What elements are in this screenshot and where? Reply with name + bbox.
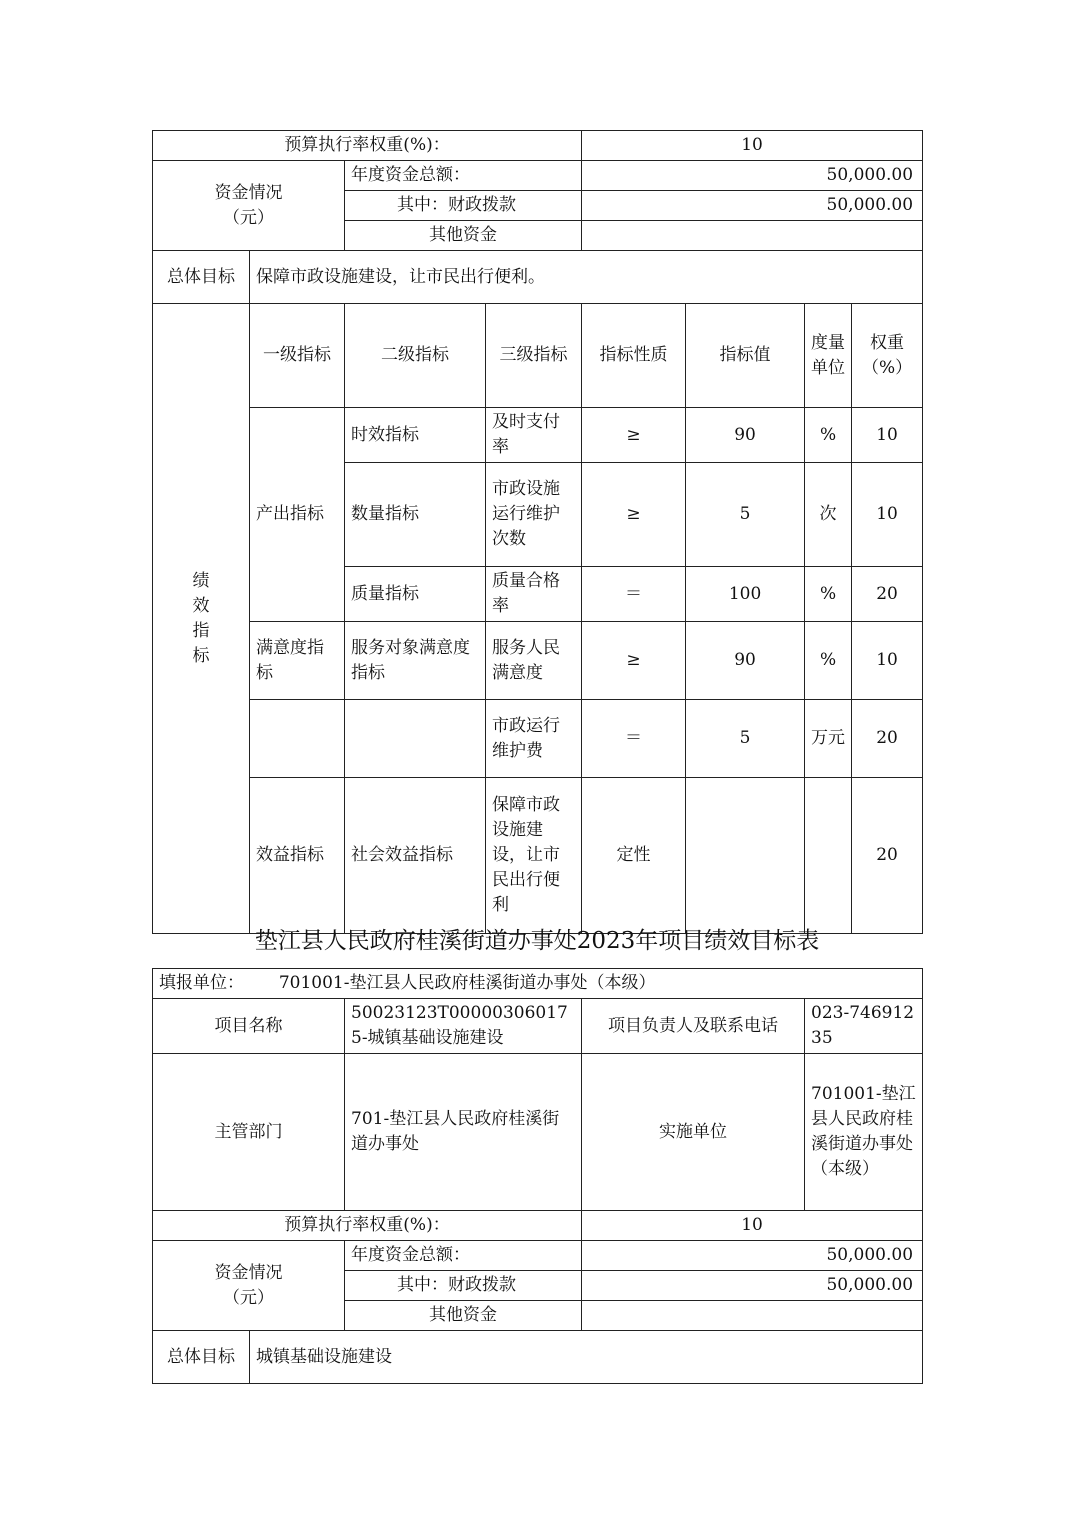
nature-cell: ≥ (582, 408, 686, 463)
level2-cell: 服务对象满意度指标 (345, 622, 486, 700)
nature-cell: ≥ (582, 463, 686, 567)
header-level1: 一级指标 (250, 304, 345, 408)
budget-weight-value: 10 (582, 1211, 923, 1241)
header-weight: 权重（%） (852, 304, 923, 408)
unit-cell: % (805, 622, 852, 700)
level2-cell (345, 700, 486, 778)
weight-cell: 10 (852, 408, 923, 463)
nature-cell: ＝ (582, 567, 686, 622)
contact-label: 项目负责人及联系电话 (582, 999, 805, 1054)
header-level3: 三级指标 (486, 304, 582, 408)
value-cell: 90 (686, 408, 805, 463)
header-unit: 度量单位 (805, 304, 852, 408)
performance-indicators-label: 绩效指标 (153, 304, 250, 934)
contact-value: 023-74691235 (805, 999, 923, 1054)
header-value: 指标值 (686, 304, 805, 408)
weight-cell: 10 (852, 463, 923, 567)
weight-cell: 20 (852, 778, 923, 934)
nature-cell: 定性 (582, 778, 686, 934)
dept-label: 主管部门 (153, 1054, 345, 1211)
weight-cell: 10 (852, 622, 923, 700)
level3-cell: 保障市政设施建设，让市民出行便利 (486, 778, 582, 934)
overall-goal-text: 保障市政设施建设，让市民出行便利。 (250, 251, 923, 304)
dept-value: 701-垫江县人民政府桂溪街道办事处 (345, 1054, 582, 1211)
budget-weight-label: 预算执行率权重(%)： (153, 131, 582, 161)
level1-output: 产出指标 (250, 408, 345, 622)
reporting-unit-value: 701001-垫江县人民政府桂溪街道办事处（本级） (278, 973, 656, 993)
value-cell (686, 778, 805, 934)
level3-cell: 市政设施运行维护次数 (486, 463, 582, 567)
level2-cell: 质量指标 (345, 567, 486, 622)
level2-cell: 社会效益指标 (345, 778, 486, 934)
fiscal-value: 50,000.00 (582, 1271, 923, 1301)
budget-weight-value: 10 (582, 131, 923, 161)
fiscal-label: 其中：财政拨款 (345, 1271, 582, 1301)
value-cell: 90 (686, 622, 805, 700)
level1-benefit: 效益指标 (250, 778, 345, 934)
fiscal-value: 50,000.00 (582, 191, 923, 221)
annual-total-value: 50,000.00 (582, 161, 923, 191)
impl-unit-value: 701001-垫江县人民政府桂溪街道办事处（本级） (805, 1054, 923, 1211)
nature-cell: ＝ (582, 700, 686, 778)
level3-cell: 服务人民满意度 (486, 622, 582, 700)
budget-weight-label: 预算执行率权重(%)： (153, 1211, 582, 1241)
overall-goal-label: 总体目标 (153, 251, 250, 304)
level3-cell: 市政运行维护费 (486, 700, 582, 778)
annual-total-label: 年度资金总额： (345, 1241, 582, 1271)
value-cell: 5 (686, 463, 805, 567)
unit-cell (805, 778, 852, 934)
fiscal-label: 其中：财政拨款 (345, 191, 582, 221)
unit-cell: 次 (805, 463, 852, 567)
weight-cell: 20 (852, 567, 923, 622)
other-funds-value (582, 221, 923, 251)
value-cell: 100 (686, 567, 805, 622)
value-cell: 5 (686, 700, 805, 778)
page-title: 垫江县人民政府桂溪街道办事处2023年项目绩效目标表 (254, 928, 820, 954)
level1-satisfaction: 满意度指标 (250, 622, 345, 700)
level2-cell: 数量指标 (345, 463, 486, 567)
unit-cell: % (805, 567, 852, 622)
performance-table-top (152, 130, 923, 934)
annual-total-value: 50,000.00 (582, 1241, 923, 1271)
performance-table-bottom (152, 968, 923, 1384)
project-name-label: 项目名称 (153, 999, 345, 1054)
level2-cell: 时效指标 (345, 408, 486, 463)
funds-label: 资金情况 （元） (153, 1241, 345, 1331)
project-name-value: 50023123T000003060175-城镇基础设施建设 (345, 999, 582, 1054)
level3-cell: 质量合格率 (486, 567, 582, 622)
header-nature: 指标性质 (582, 304, 686, 408)
overall-goal-text: 城镇基础设施建设 (250, 1331, 923, 1384)
other-funds-value (582, 1301, 923, 1331)
impl-unit-label: 实施单位 (582, 1054, 805, 1211)
other-funds-label: 其他资金 (345, 1301, 582, 1331)
header-level2: 二级指标 (345, 304, 486, 408)
unit-cell: 万元 (805, 700, 852, 778)
annual-total-label: 年度资金总额： (345, 161, 582, 191)
level3-cell: 及时支付率 (486, 408, 582, 463)
funds-label: 资金情况 （元） (153, 161, 345, 251)
reporting-unit-row (153, 969, 923, 999)
reporting-unit-label: 填报单位： (159, 973, 244, 993)
unit-cell: % (805, 408, 852, 463)
nature-cell: ≥ (582, 622, 686, 700)
overall-goal-label: 总体目标 (153, 1331, 250, 1384)
weight-cell: 20 (852, 700, 923, 778)
other-funds-label: 其他资金 (345, 221, 582, 251)
level1-empty (250, 700, 345, 778)
